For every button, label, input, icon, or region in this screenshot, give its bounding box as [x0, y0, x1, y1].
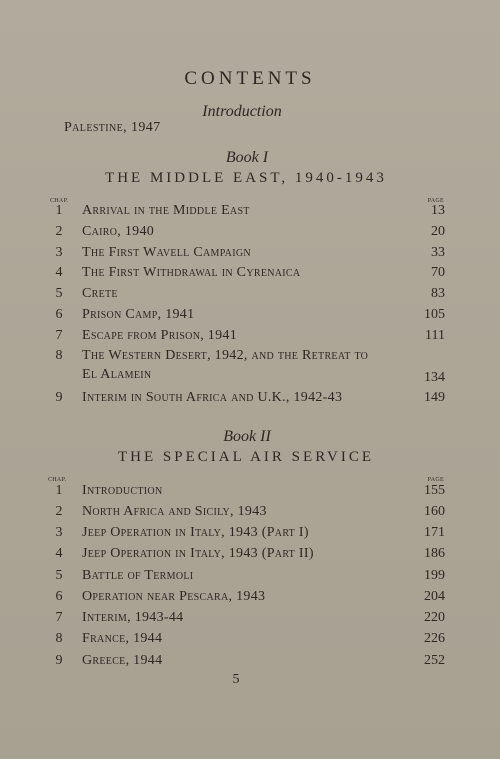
toc-row[interactable]	[0, 224, 500, 244]
toc-row[interactable]	[0, 265, 500, 285]
chapter-title: France, 1944	[82, 631, 163, 646]
toc-row[interactable]	[0, 610, 500, 630]
chapter-number: 4	[55, 546, 63, 561]
chapter-page: 220	[424, 610, 445, 625]
toc-row[interactable]	[0, 525, 500, 545]
chapter-title: The Western Desert, 1942, and the Retreat to	[82, 348, 369, 363]
toc-row-continued[interactable]	[0, 367, 500, 387]
chapter-title: Jeep Operation in Italy, 1943 (Part II)	[82, 546, 314, 561]
chapter-page: 70	[431, 265, 445, 280]
chapter-page: 252	[424, 653, 445, 668]
chapter-page: 111	[425, 328, 445, 343]
chapter-title: Greece, 1944	[82, 653, 163, 668]
chapter-page: 105	[424, 307, 445, 322]
toc-row[interactable]	[0, 504, 500, 524]
toc-row[interactable]	[0, 328, 500, 348]
contents-title: CONTENTS	[184, 68, 316, 89]
chapter-page: 226	[424, 631, 445, 646]
chapter-number: 7	[55, 328, 63, 343]
introduction-heading: Introduction	[202, 103, 282, 120]
chapter-title: Battle of Termoli	[82, 568, 194, 583]
chapter-number: 6	[55, 589, 63, 604]
chapter-number: 1	[55, 483, 63, 498]
toc-row[interactable]	[0, 546, 500, 566]
book-1-title: THE MIDDLE EAST, 1940-1943	[105, 170, 387, 186]
chapter-page: 13	[431, 203, 445, 218]
chapter-title: Interim, 1943-44	[82, 610, 184, 625]
chapter-number: 4	[55, 265, 63, 280]
chapter-title: Introduction	[82, 483, 163, 498]
book-2-chap-label: CHAP.	[48, 477, 67, 483]
chapter-number: 3	[55, 525, 63, 540]
toc-row[interactable]	[0, 203, 500, 223]
toc-row[interactable]	[0, 483, 500, 503]
chapter-number: 5	[55, 568, 63, 583]
chapter-page: 204	[424, 589, 445, 604]
chapter-title: Cairo, 1940	[82, 224, 155, 239]
chapter-page: 155	[424, 483, 445, 498]
chapter-page: 20	[431, 224, 445, 239]
toc-row[interactable]	[0, 653, 500, 673]
book-2-title: THE SPECIAL AIR SERVICE	[117, 449, 374, 465]
chapter-number: 6	[55, 307, 63, 322]
chapter-number: 3	[55, 245, 63, 260]
chapter-title: Operation near Pescara, 1943	[82, 589, 266, 604]
toc-row[interactable]	[0, 286, 500, 306]
chapter-page: 186	[424, 546, 445, 561]
chapter-number: 8	[55, 348, 63, 363]
chapter-number: 2	[55, 504, 63, 519]
toc-row[interactable]	[0, 307, 500, 327]
chapter-title: Jeep Operation in Italy, 1943 (Part I)	[82, 525, 309, 540]
chapter-number: 2	[55, 224, 63, 239]
page-number: 5	[232, 672, 240, 687]
chapter-number: 7	[55, 610, 63, 625]
chapter-number: 9	[55, 653, 63, 668]
chapter-title: Prison Camp, 1941	[82, 307, 195, 322]
chapter-page: 199	[424, 568, 445, 583]
toc-row[interactable]	[0, 390, 500, 410]
book-1-chap-label: CHAP.	[50, 198, 69, 204]
chapter-title: The First Withdrawal in Cyrenaica	[82, 265, 301, 280]
toc-row[interactable]	[0, 589, 500, 609]
chapter-title: North Africa and Sicily, 1943	[82, 504, 267, 519]
book-2-heading: Book II	[223, 428, 271, 445]
toc-row[interactable]	[0, 245, 500, 265]
introduction-item: Palestine, 1947	[64, 120, 161, 135]
chapter-page: 83	[431, 286, 445, 301]
chapter-title: Escape from Prison, 1941	[82, 328, 238, 343]
chapter-page: 134	[424, 370, 445, 385]
chapter-number: 8	[55, 631, 63, 646]
chapter-page: 171	[424, 525, 445, 540]
chapter-number: 5	[55, 286, 63, 301]
chapter-page: 33	[431, 245, 445, 260]
chapter-page: 149	[424, 390, 445, 405]
chapter-page: 160	[424, 504, 445, 519]
book-1-heading: Book I	[225, 149, 269, 166]
toc-row[interactable]	[0, 568, 500, 588]
chapter-number: 9	[55, 390, 63, 405]
chapter-number: 1	[55, 203, 63, 218]
chapter-title: The First Wavell Campaign	[82, 245, 251, 260]
book-1-page-label: PAGE	[427, 198, 444, 204]
chapter-title: Arrival in the Middle East	[82, 203, 250, 218]
book-2-page-label: PAGE	[427, 477, 444, 483]
toc-row[interactable]	[0, 348, 500, 368]
chapter-title-continued: El Alamein	[82, 367, 152, 382]
chapter-title: Crete	[82, 286, 118, 301]
toc-row[interactable]	[0, 631, 500, 651]
chapter-title: Interim in South Africa and U.K., 1942-43	[82, 390, 343, 405]
